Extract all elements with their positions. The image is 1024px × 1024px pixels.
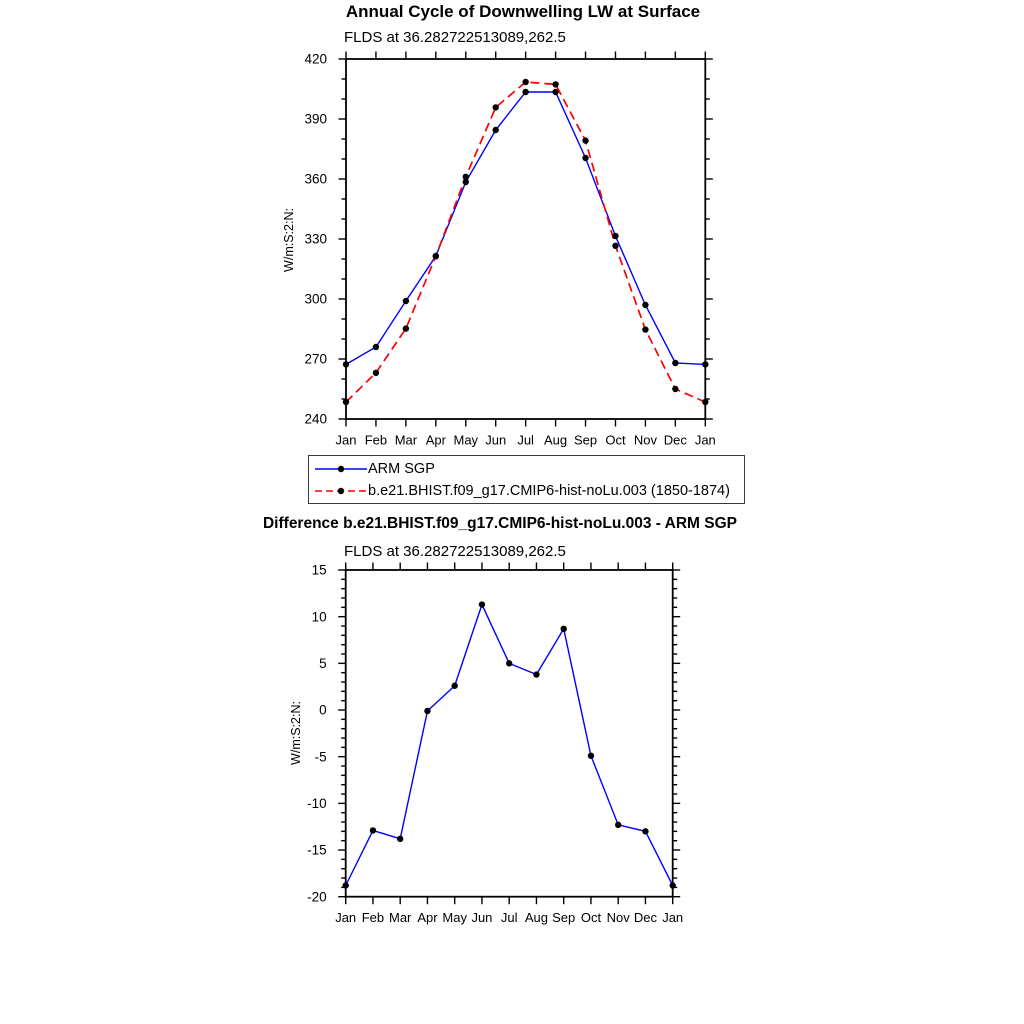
data-point [463, 174, 469, 180]
legend-label-model: b.e21.BHIST.f09_g17.CMIP6-hist-noLu.003 (1850-1874) [368, 482, 730, 499]
y-tick-label: 390 [304, 111, 327, 127]
y-tick-label: 15 [311, 562, 327, 578]
x-tick-label: Aug [544, 432, 568, 448]
x-tick-label: Feb [361, 910, 385, 925]
x-tick-label: Nov [606, 910, 630, 925]
y-tick-label: 0 [319, 702, 327, 718]
annual-cycle-chart-ticks [339, 52, 713, 427]
y-tick-label: -10 [307, 796, 327, 812]
data-point [615, 822, 621, 828]
annual-cycle-chart-series-1-markers [343, 79, 709, 405]
bottom-chart-y-axis-label: W/m:S:2:N: [289, 701, 303, 765]
data-point [522, 79, 528, 85]
y-tick-label: 270 [304, 351, 327, 367]
legend-symbol-arm-sgp [314, 463, 368, 475]
data-point [642, 828, 648, 834]
legend-marker-dot [338, 465, 344, 471]
x-tick-label: Nov [633, 432, 657, 448]
x-tick-label: Oct [580, 910, 602, 925]
x-tick-label: Jan [662, 910, 684, 925]
data-point [493, 104, 499, 110]
data-point [672, 360, 678, 366]
annual-cycle-chart-series-0-line [346, 92, 705, 364]
data-point [343, 882, 349, 888]
y-tick-label: -15 [307, 842, 327, 858]
y-tick-label: -20 [307, 889, 327, 905]
legend-entry-arm-sgp [314, 458, 744, 480]
annual-cycle-chart-frame [346, 59, 705, 419]
data-point [433, 253, 439, 259]
data-point [452, 683, 458, 689]
difference-chart-tick-labels [307, 563, 683, 925]
annual-cycle-chart-series-1-line [346, 82, 705, 402]
data-point [612, 243, 618, 249]
data-point [343, 399, 349, 405]
data-point [672, 386, 678, 392]
x-tick-label: Jan [335, 432, 357, 448]
data-point [403, 298, 409, 304]
annual-cycle-chart [304, 52, 715, 448]
annual-cycle-chart-series-0-markers [343, 89, 709, 368]
x-tick-label: Apr [425, 432, 446, 448]
data-point [343, 361, 349, 367]
data-point [670, 882, 676, 888]
x-tick-label: Feb [364, 432, 388, 448]
top-chart-y-axis-label: W/m:S:2:N: [282, 208, 296, 272]
x-tick-label: Mar [394, 432, 418, 448]
data-point [582, 155, 588, 161]
data-point [642, 302, 648, 308]
data-point [588, 753, 594, 759]
y-tick-label: 300 [304, 291, 327, 307]
y-tick-label: 240 [304, 411, 327, 427]
data-point [702, 361, 708, 367]
data-point [370, 827, 376, 833]
y-tick-label: -5 [314, 749, 327, 765]
x-tick-label: May [442, 910, 467, 925]
data-point [493, 127, 499, 133]
data-point [702, 399, 708, 405]
difference-chart [307, 563, 683, 926]
top-chart-subtitle: FLDS at 36.282722513089,262.5 [344, 29, 566, 46]
data-point [642, 326, 648, 332]
data-point [403, 325, 409, 331]
x-tick-label: Sep [573, 432, 598, 448]
data-point [552, 81, 558, 87]
y-tick-label: 360 [304, 171, 327, 187]
data-point [552, 89, 558, 95]
x-tick-label: Dec [633, 910, 658, 925]
top-chart-title: Annual Cycle of Downwelling LW at Surface [345, 2, 701, 21]
y-tick-label: 5 [319, 656, 327, 672]
legend-symbol-model [314, 485, 368, 497]
x-tick-label: Jun [485, 432, 507, 448]
x-tick-label: Jan [335, 910, 357, 925]
x-tick-label: Mar [389, 910, 412, 925]
legend-label-arm-sgp: ARM SGP [368, 460, 435, 477]
data-point [424, 708, 430, 714]
data-point [397, 836, 403, 842]
x-tick-label: Sep [552, 910, 576, 925]
bottom-chart-title: Difference b.e21.BHIST.f09_g17.CMIP6-hist-noLu.003 - ARM SGP [262, 515, 738, 532]
x-tick-label: Apr [417, 910, 438, 925]
x-tick-label: Aug [524, 910, 549, 925]
x-tick-label: Jun [471, 910, 493, 925]
data-point [373, 370, 379, 376]
data-point [373, 344, 379, 350]
difference-chart-ticks [338, 563, 680, 905]
legend-entry-model [314, 480, 744, 502]
y-tick-label: 330 [304, 231, 327, 247]
data-point [582, 137, 588, 143]
x-tick-label: May [453, 432, 479, 448]
y-tick-label: 420 [304, 51, 327, 67]
y-tick-label: 10 [311, 609, 327, 625]
difference-chart-series-0-markers [343, 601, 676, 888]
data-point [506, 660, 512, 666]
legend-box [308, 455, 745, 504]
x-tick-label: Jul [517, 432, 534, 448]
data-point [612, 233, 618, 239]
x-tick-label: Dec [663, 432, 687, 448]
bottom-chart-subtitle: FLDS at 36.282722513089,262.5 [344, 543, 566, 560]
difference-chart-series-0-line [346, 605, 673, 886]
x-tick-label: Jan [694, 432, 716, 448]
difference-chart-frame [346, 570, 673, 897]
data-point [561, 626, 567, 632]
data-point [479, 601, 485, 607]
x-tick-label: Jul [500, 910, 518, 925]
data-point [533, 671, 539, 677]
data-point [522, 89, 528, 95]
legend-marker-dot [338, 487, 344, 493]
x-tick-label: Oct [605, 432, 626, 448]
